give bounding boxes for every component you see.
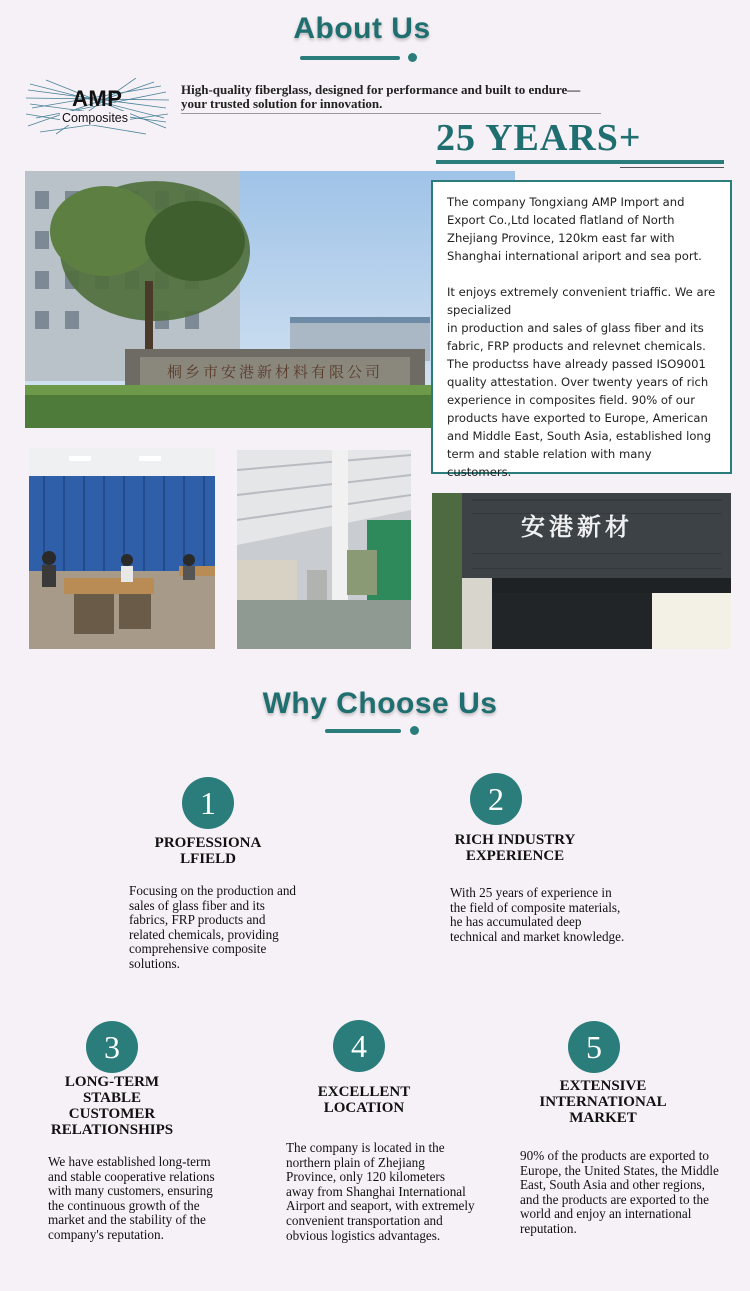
tagline-line-1: High-quality fiberglass, designed for performance and built to endure— bbox=[181, 82, 581, 97]
why-title-underline bbox=[325, 729, 401, 733]
years-badge: 25 YEARS+ bbox=[436, 117, 642, 159]
company-description-paragraph-1: The company Tongxiang AMP Import and Export Co.,Ltd located flatland of North Zhejiang Province, 120km east far with Shanghai international ariport and sea port. bbox=[447, 195, 702, 263]
feature-title-5: EXTENSIVE INTERNATIONAL MARKET bbox=[539, 1078, 667, 1126]
feature-number-1: 1 bbox=[182, 777, 234, 829]
feature-description-3: We have established long-term and stable cooperative relations with many customers, ensuring the continuous growth of the market and the stability of the company's reputation. bbox=[48, 1154, 215, 1242]
feature-title-1: PROFESSIONA LFIELD bbox=[154, 835, 262, 867]
office-illustration bbox=[29, 448, 215, 649]
company-description-paragraph-2b: in production and sales of glass fiber and its fabric, FRP products and relevnet chemicals. The productss have already passed ISO9001 quality attestation. Over twenty years of rich experience in composites field. 90% of our products have exported to Europe, American and Middle East, South Asia, established long term and stable relation with many customers. bbox=[447, 321, 712, 479]
amp-composites-logo bbox=[26, 78, 171, 136]
feature-number-4: 4 bbox=[333, 1020, 385, 1072]
logo-composites-text: Composites bbox=[62, 111, 128, 125]
feature-description-1: Focusing on the production and sales of glass fiber and its fabrics, FRP products and related chemicals, providing comprehensive composite solutions. bbox=[129, 883, 297, 971]
warehouse-illustration bbox=[237, 450, 411, 649]
feature-number-2: 2 bbox=[470, 773, 522, 825]
why-title-dot bbox=[410, 726, 419, 735]
building-sign-photo bbox=[432, 493, 731, 649]
feature-title-3: LONG-TERM STABLE CUSTOMER RELATIONSHIPS bbox=[50, 1074, 174, 1138]
about-title-underline bbox=[300, 56, 400, 60]
feature-title-4: EXCELLENT LOCATION bbox=[317, 1084, 411, 1116]
about-title-dot bbox=[408, 53, 417, 62]
years-underline bbox=[436, 160, 724, 164]
warehouse-photo bbox=[237, 450, 411, 649]
why-choose-us-title: Why Choose Us bbox=[262, 687, 498, 720]
building-sign-text: 安港新材 bbox=[521, 513, 633, 541]
feature-title-2: RICH INDUSTRY EXPERIENCE bbox=[454, 832, 576, 864]
feature-description-2: With 25 years of experience in the field of composite materials, he has accumulated deep technical and market knowledge. bbox=[450, 885, 625, 944]
feature-number-5: 5 bbox=[568, 1021, 620, 1073]
feature-description-4: The company is located in the northern plain of Zhejiang Province, only 120 kilometers away from Shanghai International Airport and seaport, with extremely convenient transportation and obvious logistics advantages. bbox=[286, 1140, 475, 1243]
feature-description-5: 90% of the products are exported to Europe, the United States, the Middle East, South Asia and other regions, and the products are exported to the world and enjoy an international reputation. bbox=[520, 1148, 719, 1236]
company-description-paragraph-2a: It enjoys extremely convenient triaffic. We are specialized bbox=[447, 285, 716, 317]
building-sign-illustration bbox=[432, 493, 731, 649]
tagline-line-2: your trusted solution for innovation. bbox=[181, 96, 383, 111]
about-us-title: About Us bbox=[293, 12, 431, 45]
logo-amp-text: AMP bbox=[72, 86, 123, 111]
office-photo bbox=[29, 448, 215, 649]
tagline-underline bbox=[181, 113, 601, 114]
years-underline-thin bbox=[620, 167, 724, 168]
gate-sign-text: 桐乡市安港新材料有限公司 bbox=[166, 363, 384, 381]
feature-number-3: 3 bbox=[86, 1021, 138, 1073]
company-description-box bbox=[431, 180, 732, 479]
